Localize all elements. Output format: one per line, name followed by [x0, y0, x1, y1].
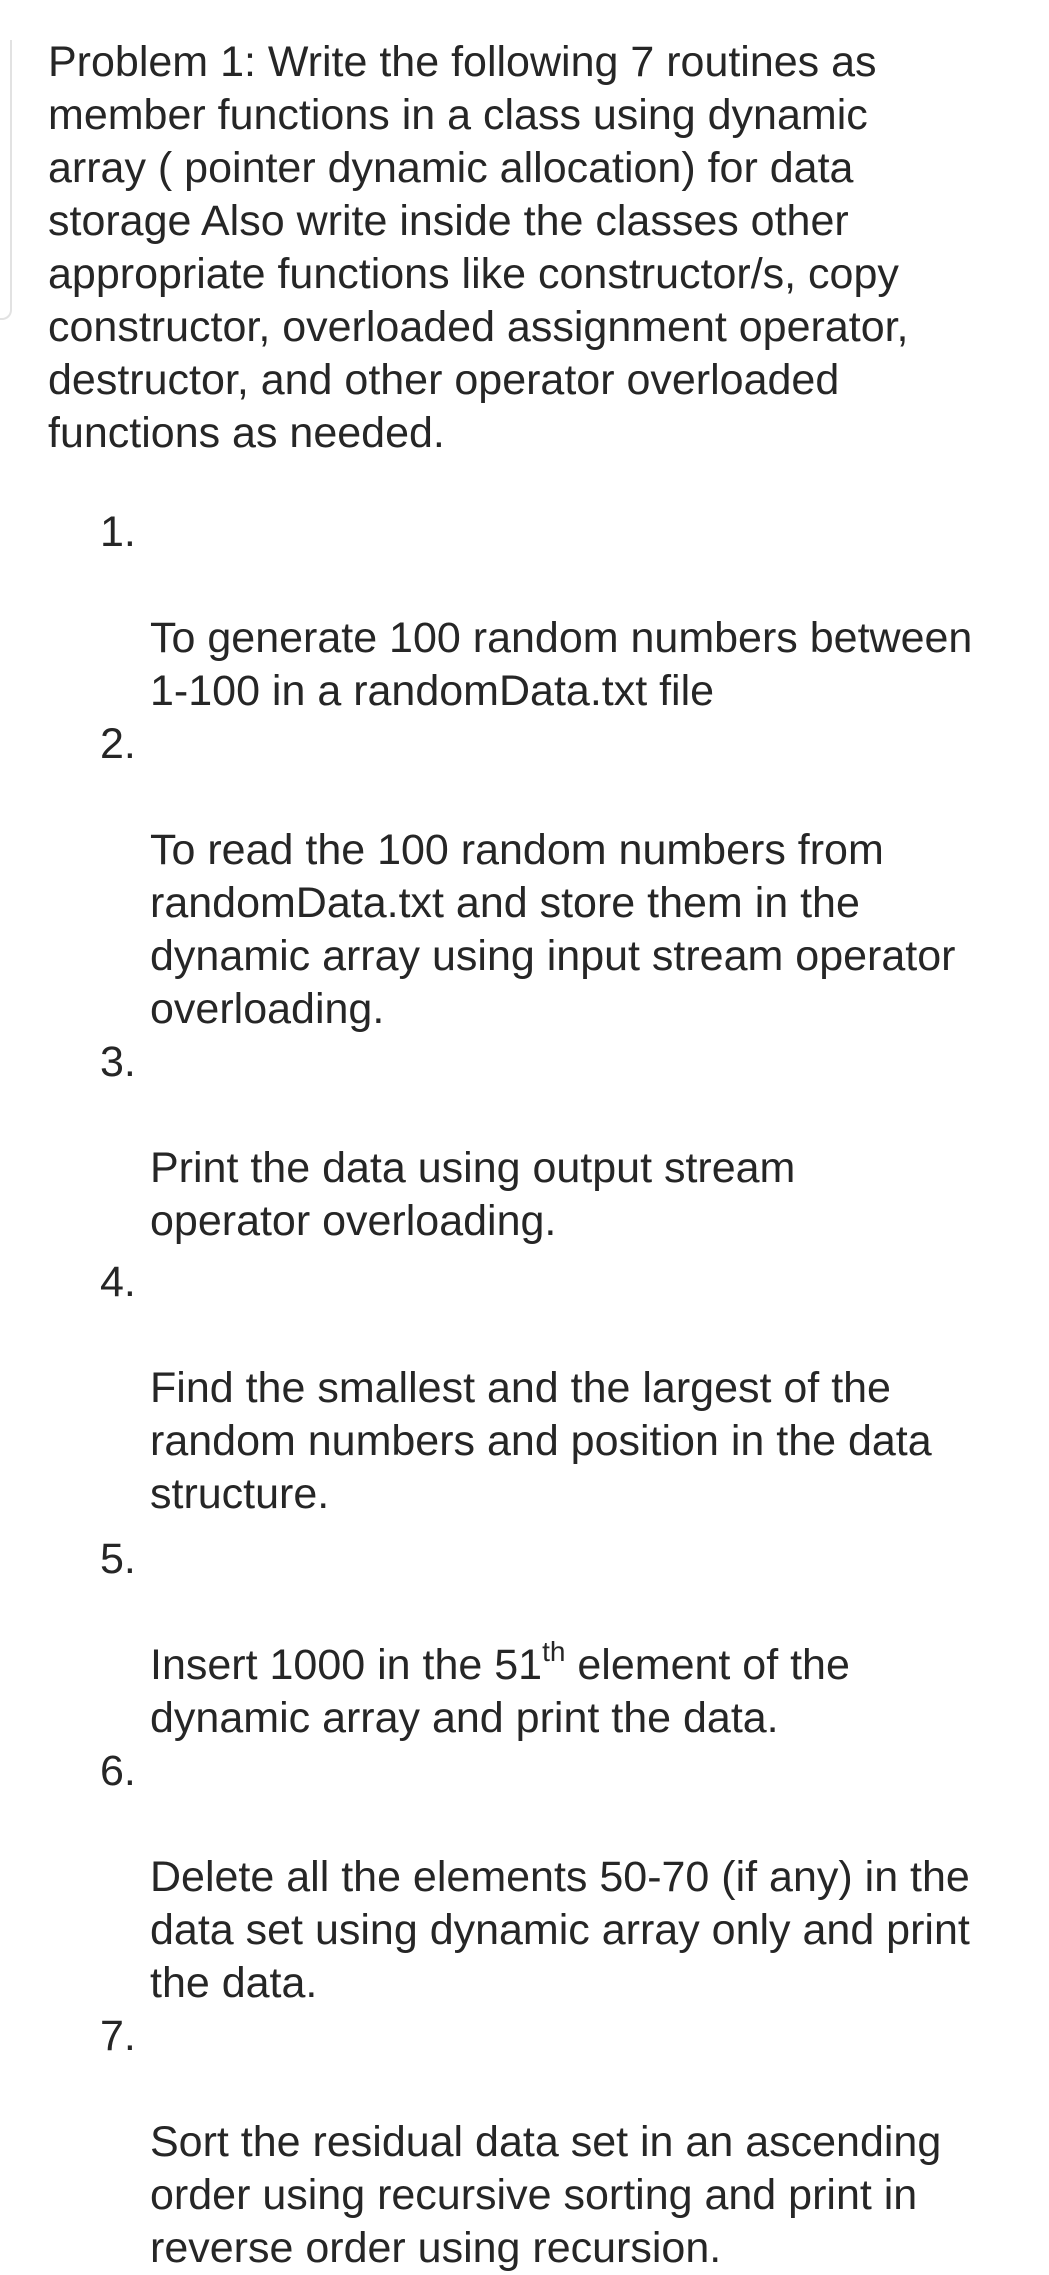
list-item-number: 7.: [100, 2012, 136, 2060]
list-item: [0, 1533, 1049, 1745]
ordinal-superscript: th: [542, 1636, 566, 1667]
list-item-text: Print the data using output stream operator overloading.: [150, 1144, 796, 1245]
task-list: [0, 506, 1049, 2275]
list-item: [0, 2010, 1049, 2275]
list-item-text: Sort the residual data set in an ascending order using recursive sorting and print in reverse order using recursion.: [150, 2118, 942, 2272]
list-item: [0, 1256, 1049, 1521]
list-item-text: Delete all the elements 50-70 (if any) in the data set using dynamic array only and print the data.: [150, 1853, 970, 2007]
list-item-text: To generate 100 random numbers between 1-100 in a randomData.txt file: [150, 614, 973, 715]
list-item-number: 6.: [100, 1747, 136, 1795]
list-item-text-before: Insert 1000 in the 51: [150, 1641, 543, 1689]
list-item-text: To read the 100 random numbers from randomData.txt and store them in the dynamic array using input stream operator overloading.: [150, 826, 956, 1033]
list-item: [0, 1036, 1049, 1248]
list-item: [0, 718, 1049, 1036]
list-item-number: 3.: [100, 1038, 136, 1086]
list-item: [0, 1745, 1049, 2010]
problem-statement: Problem 1: Write the following 7 routines as member functions in a class using dynamic array ( pointer dynamic allocation) for data storage Also write inside the classes other appropriate functions like constructor/s, copy constructor, overloaded assignment operator, destructor, and other operator overloaded functions as needed.: [48, 38, 909, 457]
list-item-number: 2.: [100, 720, 136, 768]
list-item-text-after: element of the dynamic array and print the data.: [150, 1641, 850, 1742]
list-item: [0, 506, 1049, 718]
list-item-number: 1.: [100, 508, 136, 556]
card-edge-divider: [0, 40, 12, 320]
list-item-number: 4.: [100, 1258, 136, 1306]
list-item-text: Find the smallest and the largest of the random numbers and position in the data structure.: [150, 1364, 932, 1518]
list-item-number: 5.: [100, 1535, 136, 1583]
